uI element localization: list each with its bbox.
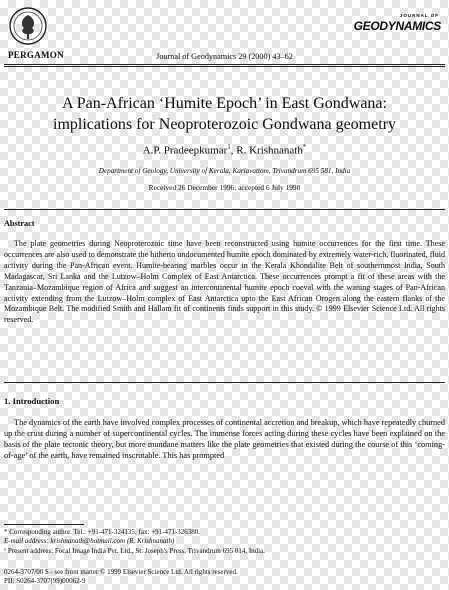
introduction-heading: 1. Introduction — [4, 396, 60, 406]
author-1-footnote-mark: 1 — [227, 143, 231, 151]
journal-logo: GEODYNAMICS — [353, 19, 441, 33]
introduction-text: The dynamics of the earth have involved complex processes of continental accretion and breakup, which have repeatedly churned up the crust during a number of supercontinental cycles. The immense forces acting during these cycles have been explained on the basis of the plate tectonic theory, but more mundane matters like the plate geometries that existed during the course of this ‘coming-of-age’ of the earth, have remained inscrutable. This has prompted — [4, 418, 445, 460]
received-dates: Received 26 December 1996; accepted 6 July 1998 — [148, 183, 301, 192]
elsevier-tree-logo-icon — [8, 6, 48, 46]
publisher-name: PERGAMON — [8, 50, 64, 60]
footnote-rule — [4, 524, 84, 525]
article-title — [0, 93, 449, 135]
footnote-email: E-mail address: krishnanath@hotmail.com (R. Krishnanath) — [4, 537, 175, 545]
journal-logo-prefix: JOURNAL OF — [399, 13, 439, 18]
abstract-bottom-rule — [4, 382, 445, 383]
title-line-2: implications for Neoproterozoic Gondwana geometry — [53, 116, 396, 133]
pii-line: PII: S0264-3707(99)00062-9 — [4, 577, 86, 585]
title-line-1: A Pan-African ‘Humite Epoch’ in East Gondwana: — [62, 95, 387, 112]
affiliation: Department of Geology, University of Kerala, Kariavattom, Trivandrum 695 581, India — [98, 167, 351, 175]
copyright-line-1: 0264-3707/00 $ - see front matter © 1999 Elsevier Science Ltd. All rights reserved. — [4, 568, 238, 576]
abstract-top-rule — [4, 209, 445, 210]
author-1: A.P. Pradeepkumar — [142, 144, 228, 157]
footnote-corresponding: * Corresponding author. Tel.: +91-471-324135; fax: +91-471-326380. — [4, 528, 201, 536]
footnote-present-address: ¹ Present address: Focal Image India Pvt. Ltd., St. Joseph's Press, Trivandrum 695 014, India. — [4, 547, 265, 555]
header-rule — [4, 64, 445, 65]
abstract-text: The plate geometries during Neoproterozoic time have been reconstructed using humite occurrences for the first time. These occurrences are also used to demonstrate the hitherto undocumented humite epoch dominated by extremely water-rich, fluorinated, fluid activity during the Pan-African event. Humite-bearing marbles occur in the Kerala Khondalite Belt of southernmost India, South Madagascar, Sri Lanka and the Lutzow–Holm Complex of East Antarctica. These occurrences prompt a fit of these areas with the Tanzania–Mozambique region of Africa and suggest an intercontinental humite epoch coeval with the waning stages of Pan-African activity extending from the Lutzow–Holm complex of East Antarctica upto the East African Orogen along the eastern flanks of the Mozambique Belt. The modified Smith and Hallam fit of continents finds support in this study. © 1999 Elsevier Science Ltd. All rights reserved. — [4, 239, 445, 325]
journal-reference: Journal of Geodynamics 29 (2000) 43–62 — [156, 52, 293, 61]
author-2: , R. Krishnanath — [230, 144, 303, 157]
author-2-footnote-mark: * — [302, 143, 307, 151]
abstract-heading: Abstract — [4, 219, 35, 228]
copyright-block — [4, 568, 445, 586]
author-list — [0, 143, 449, 157]
header-rule-2 — [4, 66, 445, 67]
